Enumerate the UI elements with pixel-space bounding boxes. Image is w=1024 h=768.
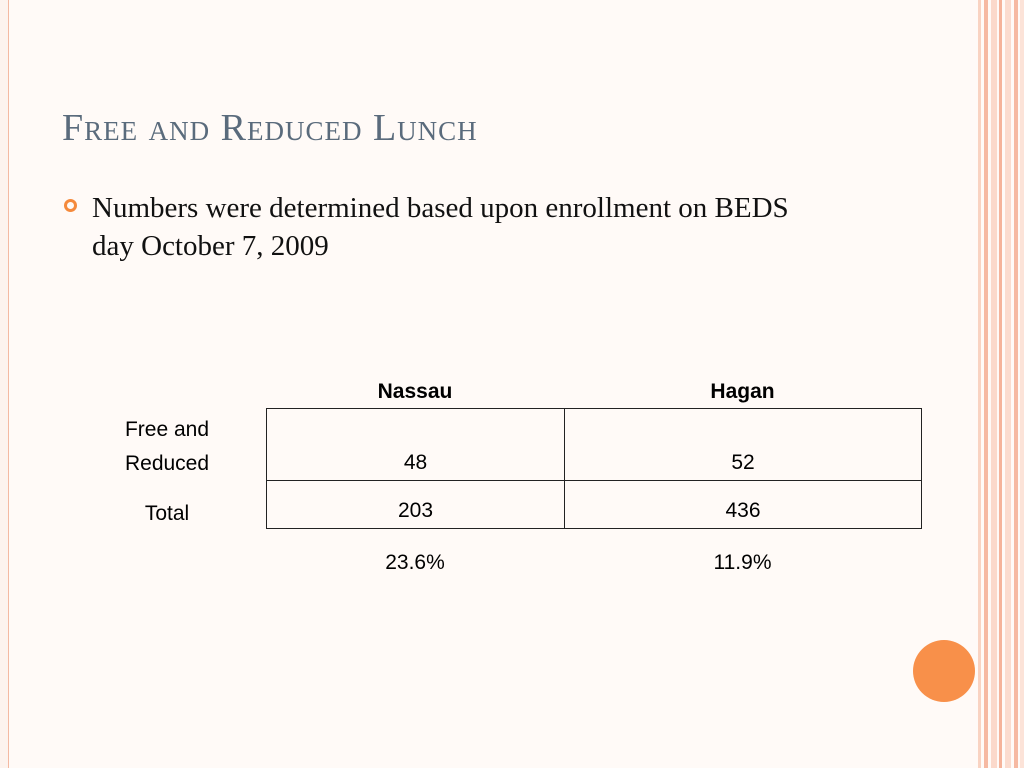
table-row: [267, 481, 922, 529]
right-frame-stripe: [991, 0, 997, 768]
right-frame-stripe: [1020, 0, 1024, 768]
right-frame-stripe: [1005, 0, 1011, 768]
row-label-total: Total: [144, 502, 190, 525]
cell-hagan-total: 436: [565, 481, 922, 529]
column-header-hagan: Hagan: [710, 380, 775, 403]
slide-title: Free and Reduced Lunch: [62, 107, 478, 149]
percentage-nassau: 23.6%: [385, 551, 445, 574]
row-label-free-and-reduced: Free and Reduced: [124, 418, 210, 475]
decorative-circle: [913, 640, 975, 702]
table-row: [267, 409, 922, 481]
left-frame-border: [0, 0, 9, 768]
data-table: [266, 408, 922, 529]
right-frame-stripe: [978, 0, 981, 768]
column-header-nassau: Nassau: [377, 380, 453, 403]
cell-hagan-free-reduced: 52: [565, 409, 922, 481]
cell-nassau-total: 203: [267, 481, 565, 529]
percentage-hagan: 11.9%: [713, 551, 772, 574]
cell-nassau-free-reduced: 48: [267, 409, 565, 481]
bullet-text: Numbers were determined based upon enrollment on BEDS day October 7, 2009: [92, 192, 789, 262]
right-frame-stripe: [999, 0, 1002, 768]
right-frame-stripe: [984, 0, 988, 768]
bullet-icon: [64, 199, 77, 212]
right-frame-stripe: [1014, 0, 1018, 768]
